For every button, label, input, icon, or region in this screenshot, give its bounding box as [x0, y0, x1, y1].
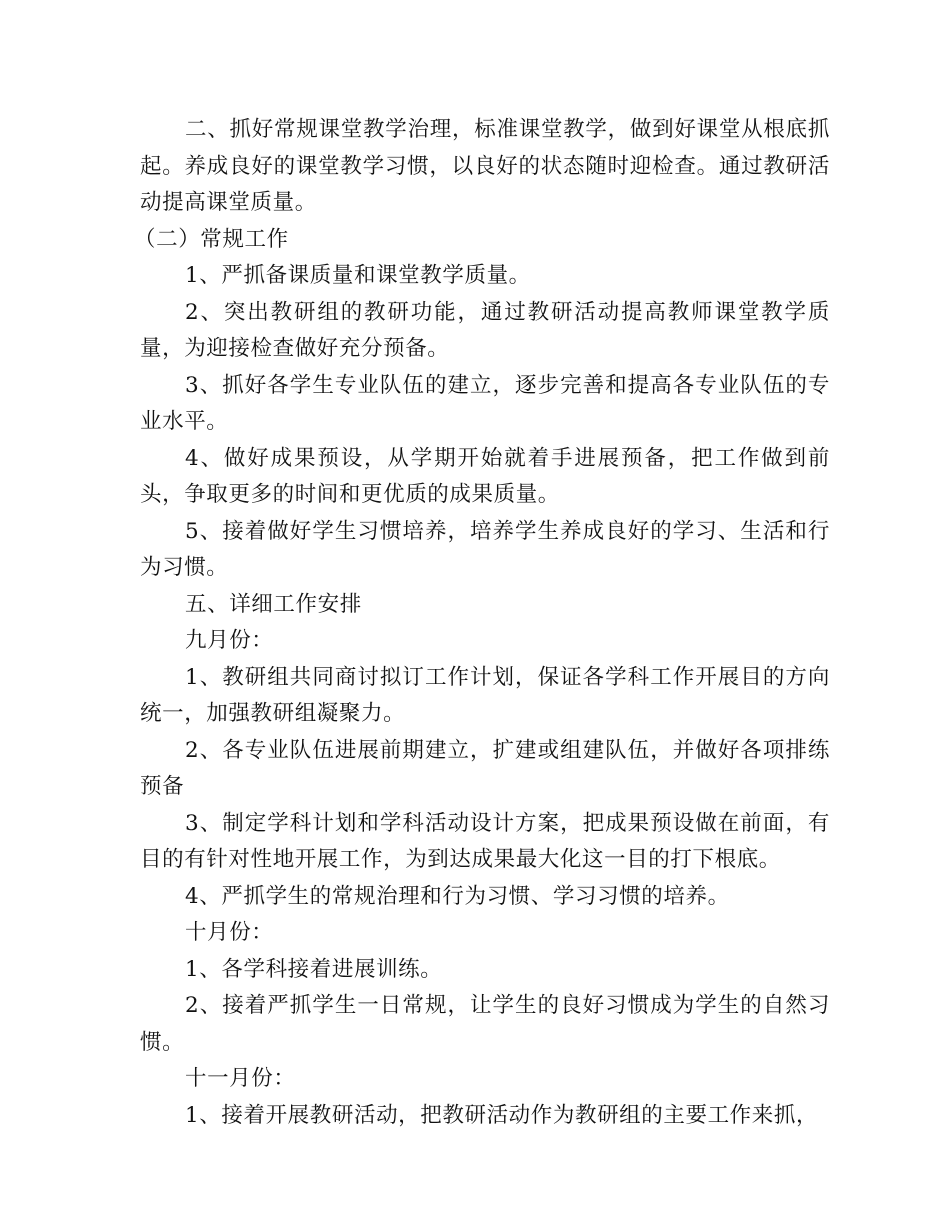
list-item-routine-3: 3、抓好各学生专业队伍的建立，逐步完善和提高各专业队伍的专业水平。	[140, 372, 830, 434]
list-item-routine-1: 1、严抓备课质量和课堂教学质量。	[185, 263, 531, 288]
heading-routine-work: （二）常规工作	[134, 226, 289, 252]
list-item-october-1: 1、各学科接着进展训练。	[185, 956, 443, 982]
list-item-september-2: 2、各专业队伍进展前期建立，扩建或组建队伍，并做好各项排练预备	[140, 737, 830, 799]
list-item-routine-2: 2、突出教研组的教研功能，通过教研活动提高教师课堂教学质量，为迎接检查做好充分预备。	[140, 299, 830, 361]
list-item-october-2: 2、接着严抓学生一日常规，让学生的良好习惯成为学生的自然习惯。	[140, 993, 830, 1055]
list-item-september-1: 1、教研组共同商讨拟订工作计划，保证各学科工作开展目的方向统一，加强教研组凝聚力。	[140, 664, 830, 726]
list-item-routine-4: 4、做好成果预设，从学期开始就着手进展预备，把工作做到前头，争取更多的时间和更优质的成果质量。	[140, 445, 830, 507]
list-item-routine-5: 5、接着做好学生习惯培养，培养学生养成良好的学习、生活和行为习惯。	[140, 518, 830, 580]
heading-work-schedule: 五、详细工作安排	[185, 591, 362, 617]
heading-november: 十一月份：	[185, 1066, 296, 1091]
document-body	[134, 112, 830, 1134]
list-item-september-3: 3、制定学科计划和学科活动设计方案，把成果预设做在前面，有目的有针对性地开展工作，为到达成果最大化这一目的打下根底。	[140, 810, 830, 872]
heading-september: 九月份：	[185, 628, 274, 653]
list-item-november-1: 1、接着开展教研活动，把教研活动作为教研组的主要工作来抓，	[185, 1102, 819, 1128]
heading-october: 十月份：	[185, 920, 274, 945]
paragraph-classroom-management: 二、抓好常规课堂教学治理，标准课堂教学，做到好课堂从根底抓起。养成良好的课堂教学习惯，以良好的状态随时迎检查。通过教研活动提高课堂质量。	[140, 117, 830, 215]
list-item-september-4: 4、严抓学生的常规治理和行为习惯、学习习惯的培养。	[185, 883, 730, 909]
